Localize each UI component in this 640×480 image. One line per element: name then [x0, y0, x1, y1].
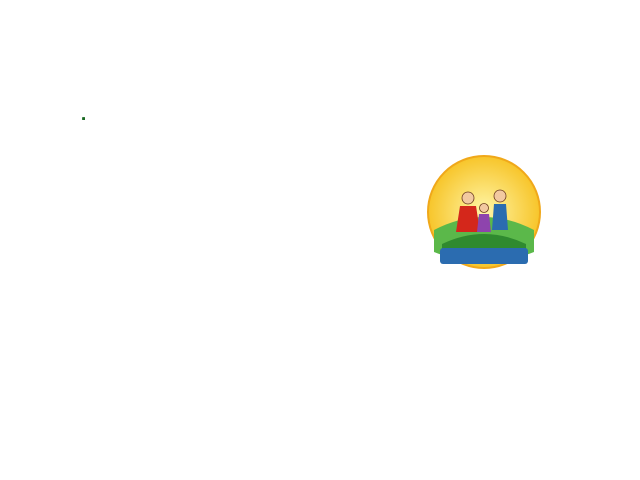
- decorative-border-left: [0, 44, 40, 436]
- decorative-border-right: [600, 44, 640, 436]
- family-logo-icon: [424, 152, 544, 272]
- decorative-border-bottom: [0, 436, 640, 480]
- wise-advice-panel: [82, 112, 242, 418]
- brochure-cover-panel: [410, 112, 558, 418]
- family-logo: [424, 152, 544, 272]
- decorative-border-top: [0, 0, 640, 44]
- holidays-panel: [246, 112, 406, 418]
